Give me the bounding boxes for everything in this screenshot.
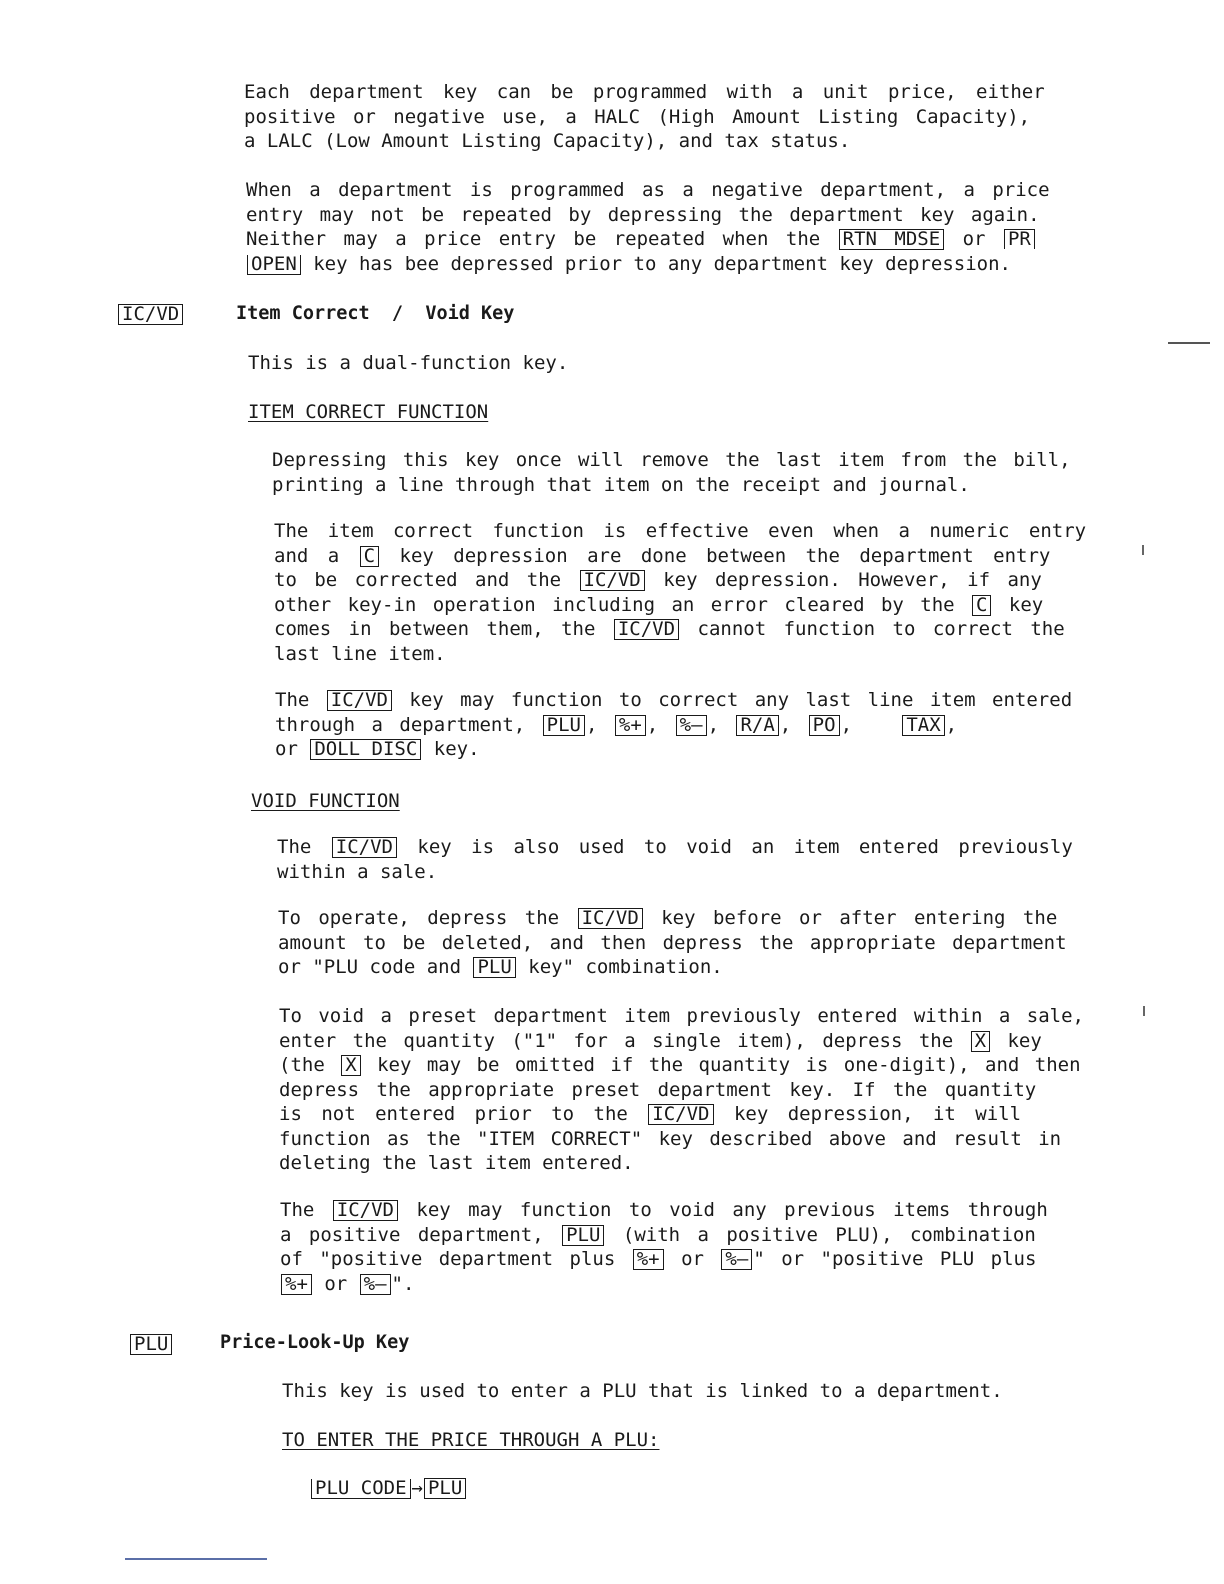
ic-paragraph-1: Depressing this key once will remove the last item from the bill, printing a line through that item on the receipt and journal. (272, 449, 1071, 496)
void-paragraph-4: The IC/VD key may function to void any previous items through a positive department, PLU (with a positive PLU), combination of "positive department plus %+ or %– " or "positive PLU plus %+ or %– ". (280, 1199, 1048, 1295)
percent-plus-key: %+ (281, 1274, 312, 1295)
icvd-intro: This is a dual-function key. (248, 352, 569, 374)
scan-mark (1142, 545, 1144, 555)
icvd-key: IC/VD (333, 1200, 398, 1221)
icvd-key: IC/VD (614, 619, 679, 640)
scan-mark (1143, 1006, 1145, 1016)
percent-minus-key: %– (721, 1249, 752, 1270)
icvd-key: IC/VD (327, 690, 392, 711)
icvd-margin-key: IC/VD (118, 304, 183, 325)
item-correct-heading: ITEM CORRECT FUNCTION (248, 401, 489, 423)
plu-section-title: Price-Look-Up Key (220, 1332, 410, 1353)
c-key: C (360, 546, 379, 567)
tax-key: TAX (902, 715, 944, 736)
footer-rule (125, 1558, 267, 1560)
po-key: PO (809, 715, 840, 736)
percent-minus-key: %– (676, 715, 707, 736)
ic-paragraph-2: The item correct function is effective even when a numeric entry and a C key depression are done between the department entry to be corrected and the IC/VD key depression. However, if any other key-in operation including an error cleared by the C key comes in between them, the IC/VD cannot function to correct the last line item. (274, 520, 1087, 665)
plu-intro: This key is used to enter a PLU that is linked to a department. (282, 1380, 1003, 1402)
plu-entry-sequence (310, 1476, 467, 1501)
icvd-key: IC/VD (332, 837, 397, 858)
icvd-key: IC/VD (648, 1104, 713, 1125)
plu-key: PLU (424, 1478, 466, 1499)
intro-paragraph-1: Each department key can be programmed with a unit price, either positive or negative use, a HALC (High Amount Listing Capacity), a LALC (Low Amount Listing Capacity), and tax status. (244, 81, 1045, 152)
arrow-icon: → (411, 1477, 423, 1499)
void-function-heading: VOID FUNCTION (251, 790, 400, 812)
icvd-key: IC/VD (580, 570, 645, 591)
icvd-section-title: Item Correct / Void Key (236, 303, 515, 324)
pr-open-key: PR (1004, 229, 1035, 249)
percent-plus-key: %+ (633, 1249, 664, 1270)
ic-paragraph-3: The IC/VD key may function to correct any last line item entered through a department, PLU , %+ , %– , R/A , PO , TAX , or DOLL DISC key. (275, 689, 1073, 760)
percent-plus-key: %+ (615, 715, 646, 736)
x-key: X (971, 1031, 990, 1052)
icvd-key: IC/VD (578, 908, 643, 929)
ra-key: R/A (736, 715, 778, 736)
intro-paragraph-2: When a department is programmed as a negative department, a price entry may not be repeated by depressing the department key again. Neither may a price entry be repeated when the RTN MDSE or PR OPEN key has bee depressed prior to any department key depression. (246, 179, 1050, 275)
plu-key: PLU (473, 957, 515, 978)
doll-disc-key: DOLL DISC (310, 739, 421, 760)
c-key: C (972, 595, 991, 616)
void-paragraph-1: The IC/VD key is also used to void an item entered previously within a sale. (277, 836, 1073, 883)
margin-mark (1168, 342, 1210, 344)
x-key: X (341, 1055, 360, 1076)
plu-margin-key: PLU (130, 1334, 172, 1355)
rtn-mdse-key: RTN MDSE (839, 229, 945, 250)
plu-code-box: PLU CODE (311, 1479, 411, 1499)
void-paragraph-2: To operate, depress the IC/VD key before or after entering the amount to be deleted, and then depress the appropriate department or "PLU code and PLU key" combination. (278, 907, 1067, 978)
void-paragraph-3: To void a preset department item previously entered within a sale, enter the quantity ("1" for a single item), depress the X key (the X key may be omitted if the quantity is one-digit), and then depress the appropriate preset department key. If the quantity is not entered prior to the IC/VD key depression, it will function as the "ITEM CORRECT" key described above and result in deleting the last item entered. (279, 1005, 1084, 1174)
percent-minus-key: %– (360, 1274, 391, 1295)
plu-key: PLU (543, 715, 585, 736)
plu-key: PLU (562, 1225, 604, 1246)
plu-subheading: TO ENTER THE PRICE THROUGH A PLU: (282, 1429, 660, 1451)
